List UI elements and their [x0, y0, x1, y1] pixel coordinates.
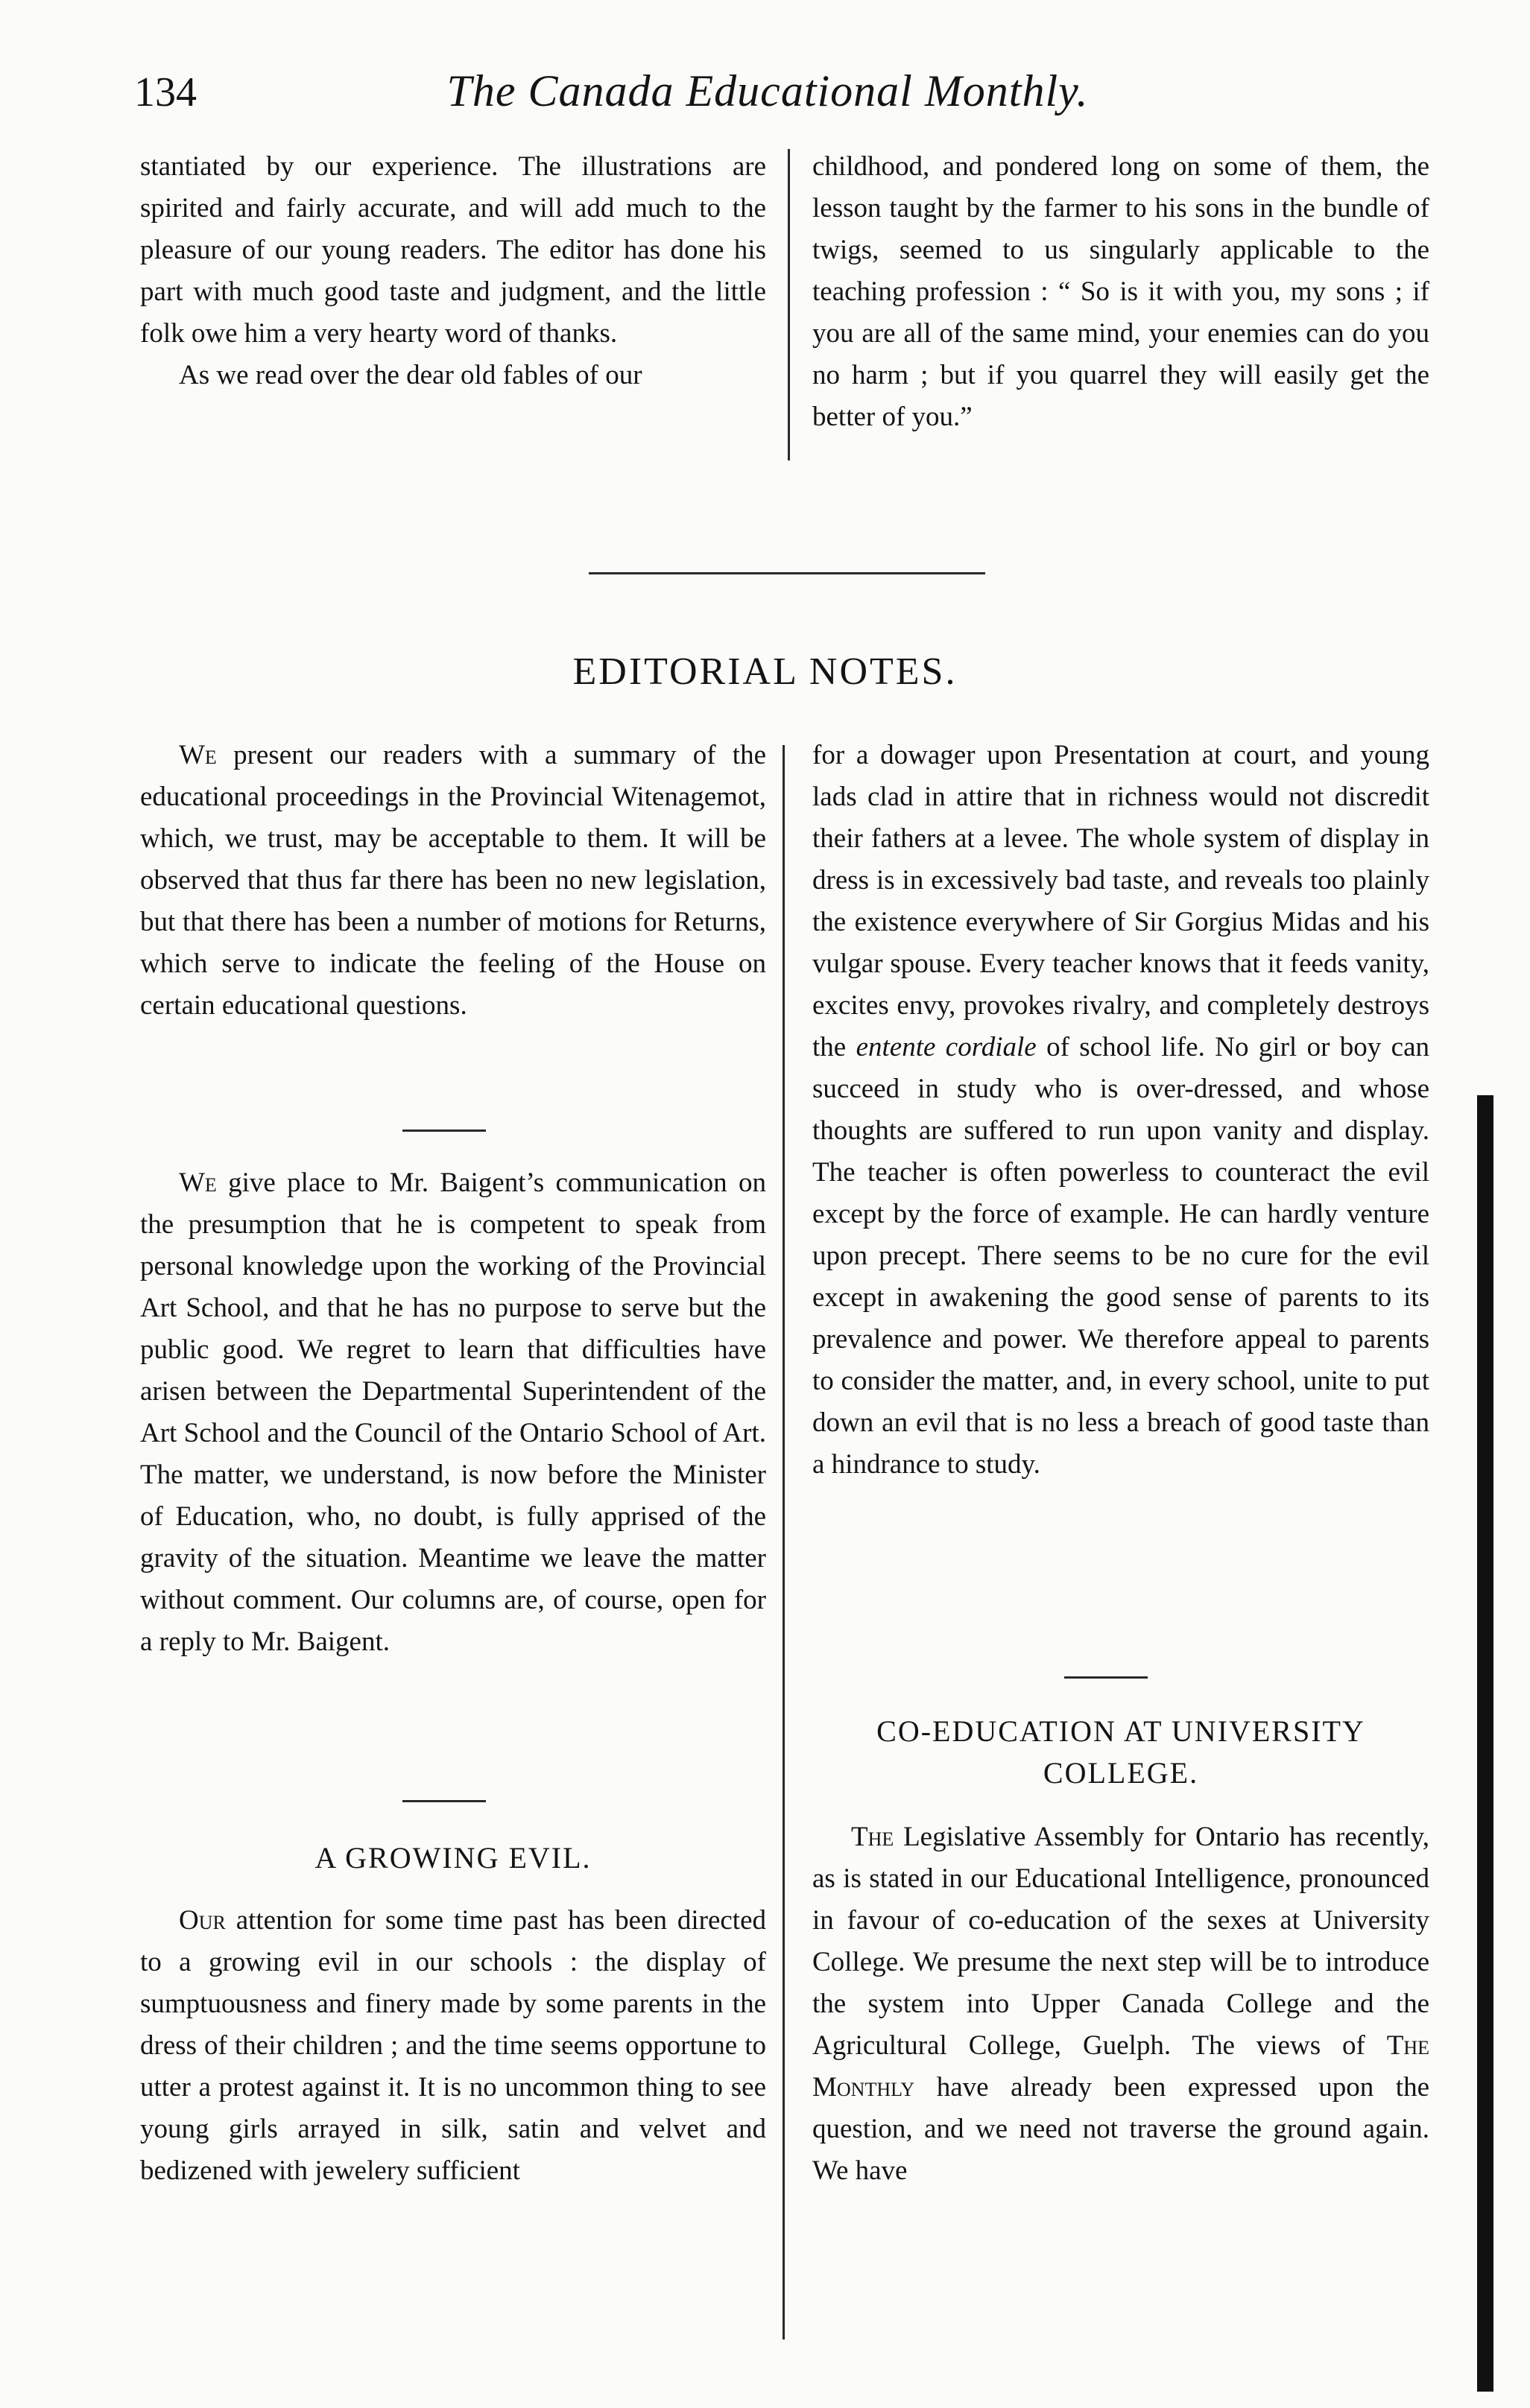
growing-evil-column	[140, 1900, 766, 2192]
coeducation-body-before: Legislative Assembly for Ontario has recently, as is stated in our Educational Intelligence, pronounced in favour of co-education of the sexes at University College. We presume the next step will be to introduce the system into Upper Canada College and the Agricultural College, Guelph. The views of	[812, 1822, 1429, 2061]
top-left-paragraph-1: stantiated by our experience. The illustrations are spirited and fairly accurate, and will add much to the pleasure of our young readers. The editor has done his part with much good taste and judgment, and the little folk owe him a very hearty word of thanks.	[140, 151, 766, 349]
entente-cordiale-phrase: entente cordiale	[856, 1032, 1037, 1062]
top-left-column	[140, 146, 766, 396]
coeducation-title	[812, 1711, 1429, 1794]
coeducation-column	[812, 1816, 1429, 2192]
coeducation-lead: The	[851, 1822, 894, 1852]
note-2	[140, 1162, 766, 1663]
running-title: The Canada Educational Monthly.	[446, 66, 1089, 115]
editorial-left-column	[140, 735, 766, 1027]
journal-name: The Monthly	[812, 2030, 1429, 2103]
coeducation-body-after: have already been expressed upon the question, and we need not traverse the ground again. We have	[812, 2072, 1429, 2186]
editorial-heading: EDITORIAL NOTES.	[572, 650, 958, 693]
top-left-paragraph-2: As we read over the dear old fables of our	[179, 360, 642, 390]
coeducation-title-line-2: COLLEGE.	[1043, 1756, 1199, 1790]
editorial-left-column-2	[140, 1162, 766, 1663]
note-separator-3	[1064, 1676, 1148, 1679]
note-2-body: give place to Mr. Baigent’s communication on the presumption that he is competent to speak from personal knowledge upon the working of the Provincial Art School, and that he has no purpose to serve but the public good. We regret to learn that difficulties have arisen between the Departmental Superintendent of the Art School and the Council of the Ontario School of Art. The matter, we understand, is now before the Minister of Education, who, no doubt, is fully apprised of the gravity of the situation. Meantime we leave the matter without comment. Our columns are, of course, open for a reply to Mr. Baigent.	[140, 1167, 766, 1657]
growing-evil-cont-before: for a dowager upon Presentation at court, and young lads clad in attire that in richness would not discredit their fathers at a levee. The whole system of display in dress is in excessively bad taste, and reveals too plainly the existence everywhere of Sir Gorgius Midas and his vulgar spouse. Every teacher knows that it feeds vanity, excites envy, provokes rivalry, and completely destroys the	[812, 740, 1429, 1062]
top-right-paragraph: childhood, and pondered long on some of them, the lesson taught by the farmer to his sons in the bundle of twigs, seemed to us singularly applicable to the teaching profession : “ So is it with you, my sons ; if you are all of the same mind, your enemies can do you no harm ; but if you quarrel they will easily get the better of you.”	[812, 151, 1429, 432]
editorial-right-column	[812, 735, 1429, 1486]
growing-evil-lead: Our	[179, 1905, 226, 1936]
coeducation-paragraph	[812, 1816, 1429, 2192]
section-divider	[589, 572, 985, 574]
growing-evil-body: attention for some time past has been directed to a growing evil in our schools : the display of sumptuousness and finery made by some parents in the dress of their children ; and the time seems opportune to utter a protest against it. It is no uncommon thing to see young girls arrayed in silk, satin and velvet and bedizened with jewelery sufficient	[140, 1905, 766, 2186]
coeducation-title-line-1: CO-EDUCATION AT UNIVERSITY	[876, 1714, 1365, 1748]
page-number: 134	[134, 69, 197, 115]
page-edge-mark	[1477, 1095, 1493, 2392]
note-1-lead: We	[179, 740, 217, 770]
growing-evil-cont-after: of school life. No girl or boy can succeed in study who is over-dressed, and whose thoughts are suffered to run upon vanity and display. The teacher is often powerless to counteract the evil except by the force of example. He can hardly venture upon precept. There seems to be no cure for the evil except in awakening the good sense of parents to its prevalence and power. We therefore appeal to parents to consider the matter, and, in every school, unite to put down an evil that is no less a breach of good taste than a hindrance to study.	[812, 1032, 1430, 1480]
column-divider-top	[788, 149, 790, 460]
note-separator-2	[402, 1800, 486, 1802]
growing-evil-paragraph	[140, 1900, 766, 2192]
note-1-body: present our readers with a summary of the educational proceedings in the Provincial Witenagemot, which, we trust, may be acceptable to them. It will be observed that thus far there has been no new legislation, but that there has been a number of motions for Returns, which serve to indicate the feeling of the House on certain educational questions.	[140, 740, 766, 1021]
note-1	[140, 735, 766, 1027]
growing-evil-continued	[812, 735, 1429, 1486]
top-right-column	[812, 146, 1429, 438]
growing-evil-title: A GROWING EVIL.	[314, 1841, 592, 1875]
note-separator-1	[402, 1129, 486, 1132]
note-2-lead: We	[179, 1167, 217, 1198]
page-header	[112, 66, 1423, 125]
column-divider-editorial	[783, 745, 785, 2339]
